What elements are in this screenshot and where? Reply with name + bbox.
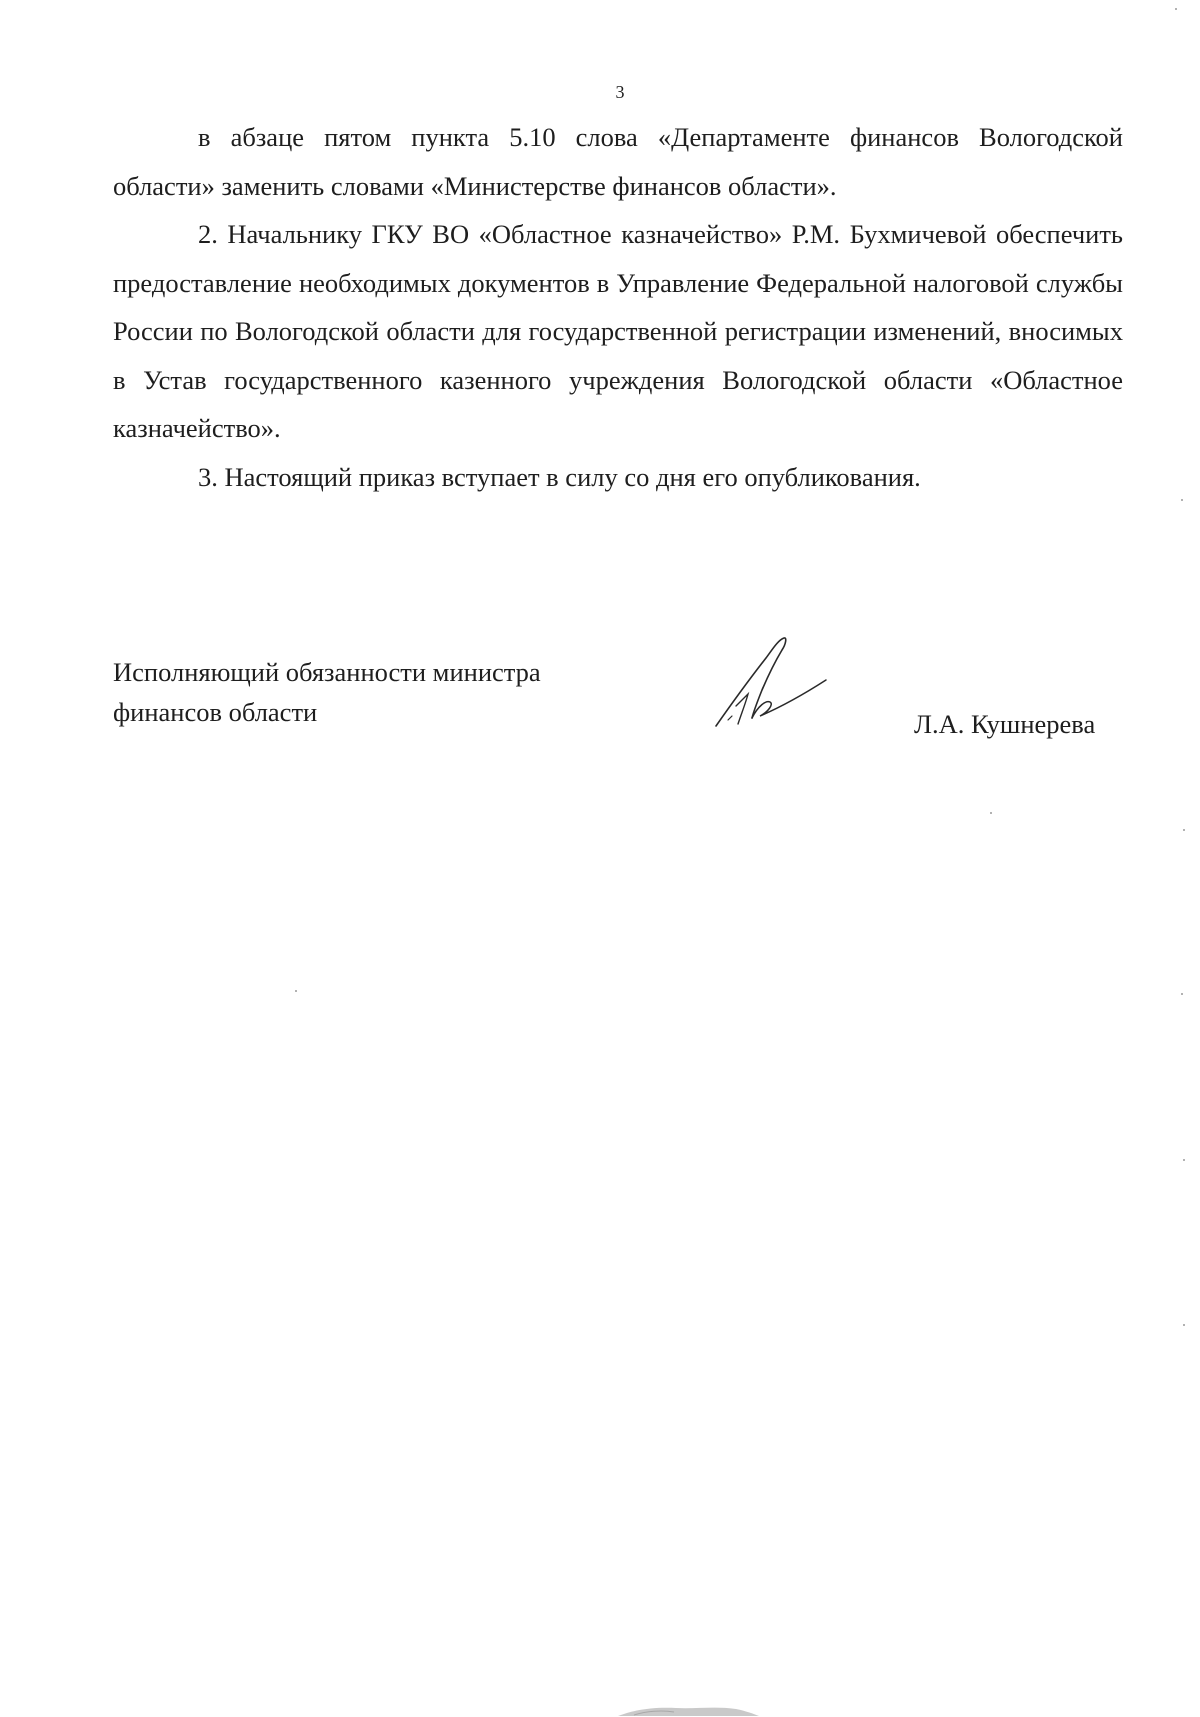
scan-speck bbox=[1175, 8, 1177, 10]
scan-speck bbox=[1183, 1159, 1185, 1161]
scan-edge-mark bbox=[616, 1703, 761, 1717]
scan-speck bbox=[295, 990, 297, 992]
signatory-name: Л.А. Кушнерева bbox=[914, 709, 1096, 739]
signatory-position-line-2: финансов области bbox=[113, 697, 318, 727]
document-body bbox=[113, 113, 1123, 501]
scan-speck bbox=[1181, 993, 1183, 995]
handwritten-signature bbox=[708, 636, 828, 732]
page-number: 3 bbox=[615, 82, 625, 102]
scan-speck bbox=[1183, 1324, 1185, 1326]
signatory-position bbox=[113, 652, 541, 732]
paragraph-effective-date: 3. Настоящий приказ вступает в силу со дня его опубликования. bbox=[198, 461, 921, 492]
scan-speck bbox=[1181, 499, 1183, 501]
scan-speck bbox=[1183, 829, 1185, 831]
signatory-position-line-1: Исполняющий обязанности министра bbox=[113, 657, 541, 687]
paragraph-amendment-5-10: в абзаце пятом пункта 5.10 слова «Департаменте финансов Вологодской области» заменить словами «Министерстве финансов области». bbox=[113, 122, 1123, 201]
scan-speck bbox=[990, 812, 992, 814]
paragraph-treasury-instruction: 2. Начальнику ГКУ ВО «Областное казначейство» Р.М. Бухмичевой обеспечить предоставление необходимых документов в Управление Федеральной налоговой службы России по Вологодской области для государственной регистрации изменений, вносимых в Устав государственного казенного учреждения Вологодской области «Областное казначейство». bbox=[113, 219, 1123, 443]
